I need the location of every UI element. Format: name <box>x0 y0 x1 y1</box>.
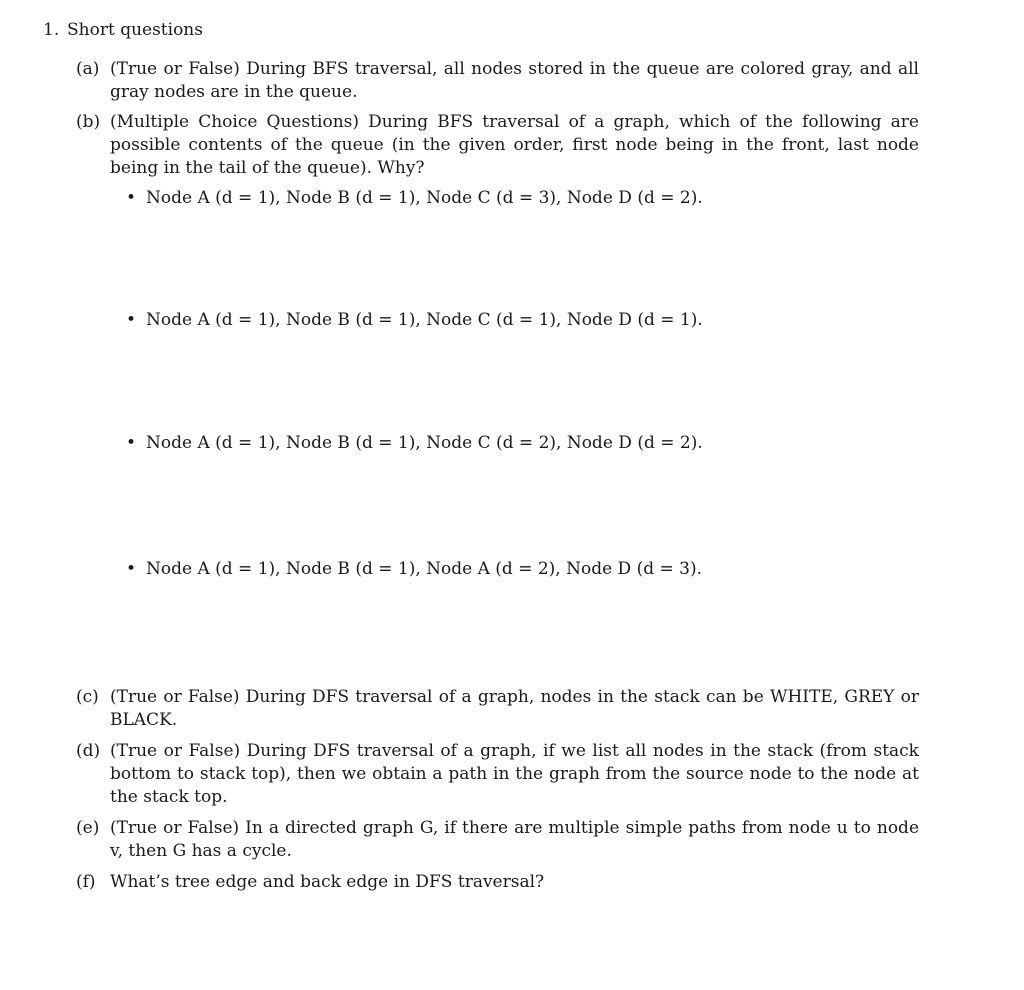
question-d <box>76 740 919 809</box>
question-a-text: (True or False) During BFS traversal, all nodes stored in the queue are colored gray, and all gray nodes are in the queue. <box>110 59 919 102</box>
bullet-icon: • <box>126 559 137 579</box>
question-c-text: (True or False) During DFS traversal of a graph, nodes in the stack can be WHITE, GREY or BLACK. <box>110 687 919 730</box>
question-b-option <box>126 309 703 332</box>
question-b-option <box>126 187 703 210</box>
option-text: Node A (d = 1), Node B (d = 1), Node C (d = 1), Node D (d = 1). <box>146 310 703 330</box>
option-text: Node A (d = 1), Node B (d = 1), Node C (d = 3), Node D (d = 2). <box>146 188 703 208</box>
question-d-label: (d) <box>76 741 101 761</box>
section-heading <box>43 19 203 42</box>
question-a <box>76 58 919 104</box>
section-number: 1. <box>43 20 60 40</box>
option-text: Node A (d = 1), Node B (d = 1), Node C (d = 2), Node D (d = 2). <box>146 433 703 453</box>
question-c-label: (c) <box>76 687 99 707</box>
bullet-icon: • <box>126 188 137 208</box>
question-b-label: (b) <box>76 112 101 132</box>
question-d-text: (True or False) During DFS traversal of a graph, if we list all nodes in the stack (from stack bottom to stack top), then we obtain a path in the graph from the source node to the node at the stack top. <box>110 741 919 807</box>
question-e-text: (True or False) In a directed graph G, if there are multiple simple paths from node u to node v, then G has a cycle. <box>110 818 919 861</box>
question-a-label: (a) <box>76 59 100 79</box>
question-f-label: (f) <box>76 872 96 892</box>
question-b-text: (Multiple Choice Questions) During BFS traversal of a graph, which of the following are possible contents of the queue (in the given order, first node being in the front, last node being in the tail of the queue). Why? <box>110 112 919 178</box>
question-b <box>76 111 919 180</box>
option-text: Node A (d = 1), Node B (d = 1), Node A (d = 2), Node D (d = 3). <box>146 559 703 579</box>
bullet-icon: • <box>126 433 137 453</box>
question-e-label: (e) <box>76 818 100 838</box>
bullet-icon: • <box>126 310 137 330</box>
section-title: Short questions <box>67 20 203 40</box>
question-c <box>76 686 919 732</box>
question-f <box>76 871 919 894</box>
question-e <box>76 817 919 863</box>
question-b-option <box>126 432 703 455</box>
question-b-option <box>126 558 702 581</box>
question-f-text: What’s tree edge and back edge in DFS traversal? <box>110 872 545 892</box>
